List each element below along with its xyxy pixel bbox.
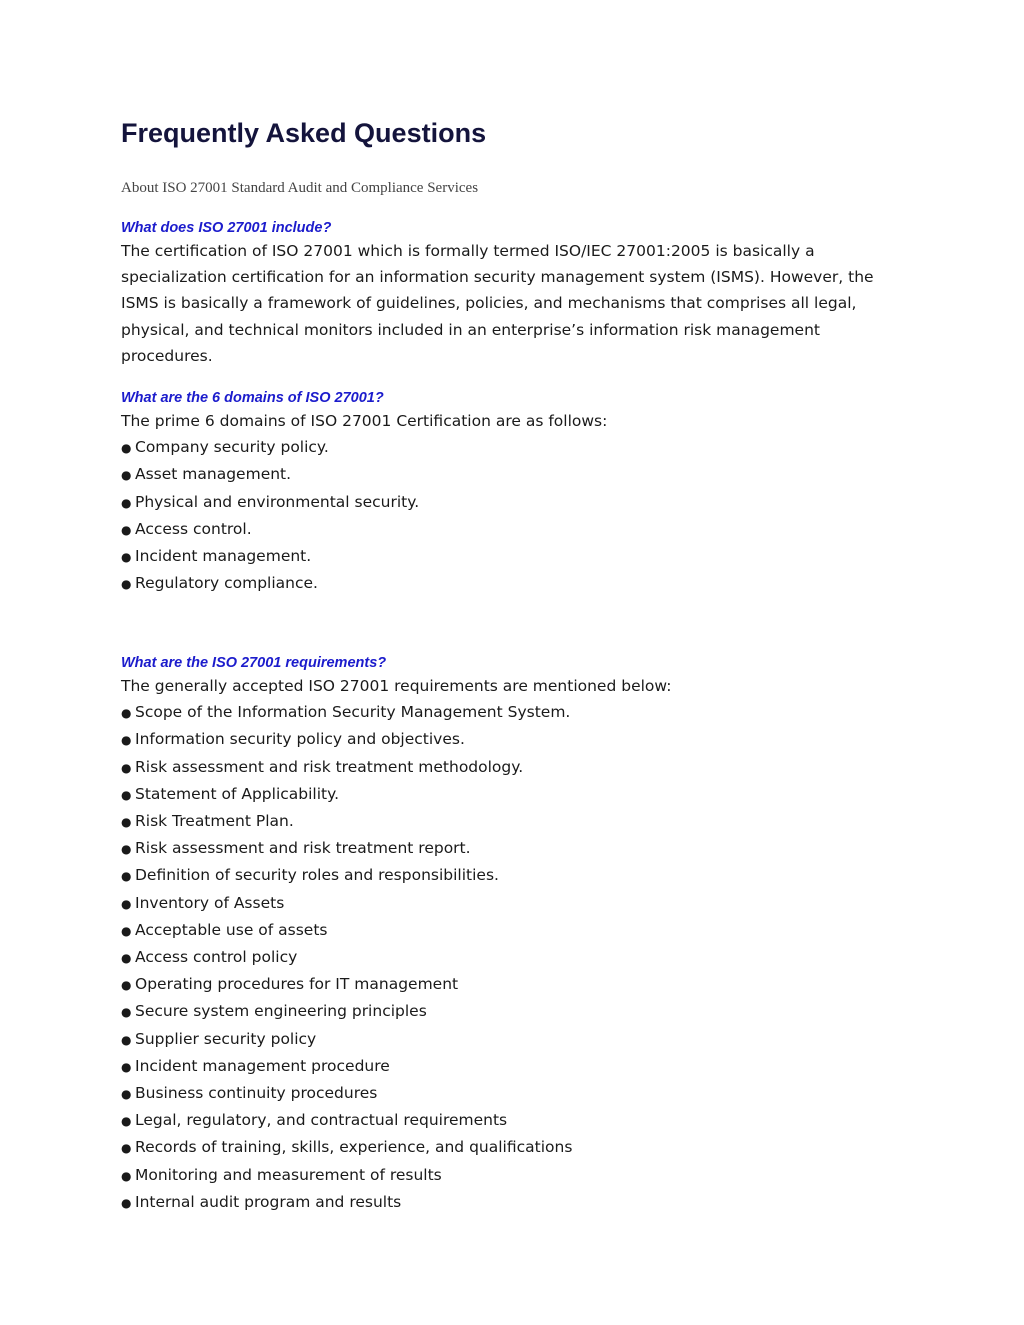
list-item — [121, 1189, 901, 1216]
list-item-text: Company security policy. — [135, 438, 329, 457]
list-item — [121, 835, 901, 862]
bullet-icon: ● — [121, 441, 132, 456]
bullet-icon: ● — [121, 733, 132, 748]
list-item-text: Scope of the Information Security Management System. — [135, 703, 571, 722]
list-item — [121, 489, 901, 516]
faq-section-include — [121, 218, 901, 369]
list-item-text: Regulatory compliance. — [135, 574, 318, 593]
list-item-text: Definition of security roles and responsibilities. — [135, 866, 499, 885]
list-item — [121, 1053, 901, 1080]
list-item — [121, 917, 901, 944]
list-item-text: Risk Treatment Plan. — [135, 812, 294, 831]
bullet-icon: ● — [121, 1005, 132, 1020]
list-item — [121, 543, 901, 570]
list-item — [121, 890, 901, 917]
bullet-icon: ● — [121, 978, 132, 993]
list-item — [121, 998, 901, 1025]
list-item-text: Records of training, skills, experience, and qualifications — [135, 1138, 573, 1157]
faq-answer: The certification of ISO 27001 which is formally termed ISO/IEC 27001:2005 is basically a specialization certification for an information security management system (ISMS). However, the ISMS is basically a framework of guidelines, policies, and mechanisms that comprises all legal, physical, and technical monitors included in an enterprise’s information risk management procedures. — [121, 242, 874, 365]
list-item-text: Inventory of Assets — [135, 893, 285, 912]
list-item — [121, 1080, 901, 1107]
list-item-text: Monitoring and measurement of results — [135, 1165, 442, 1184]
list-item — [121, 461, 901, 488]
bullet-icon: ● — [121, 495, 132, 510]
bullet-icon: ● — [121, 842, 132, 857]
list-item-text: Access control policy — [135, 948, 298, 967]
page-subtitle: About ISO 27001 Standard Audit and Compliance Services — [121, 180, 479, 196]
bullet-icon: ● — [121, 550, 132, 565]
list-item-text: Incident management. — [135, 547, 312, 566]
bullet-icon: ● — [121, 522, 132, 537]
list-item — [121, 570, 901, 597]
bullet-icon: ● — [121, 1114, 132, 1129]
list-item — [121, 862, 901, 889]
list-item-text: Information security policy and objectives. — [135, 730, 465, 749]
list-item — [121, 516, 901, 543]
bullet-icon: ● — [121, 760, 132, 775]
list-item-text: Asset management. — [135, 465, 292, 484]
bullet-icon: ● — [121, 1032, 132, 1047]
list-item — [121, 781, 901, 808]
faq-question: What does ISO 27001 include? — [121, 220, 332, 236]
list-item-text: Secure system engineering principles — [135, 1002, 427, 1021]
requirements-list — [121, 699, 901, 1216]
faq-section-requirements — [121, 653, 901, 1216]
bullet-icon: ● — [121, 869, 132, 884]
list-item — [121, 434, 901, 461]
faq-answer: The prime 6 domains of ISO 27001 Certification are as follows: — [121, 412, 608, 430]
faq-answer: The generally accepted ISO 27001 requirements are mentioned below: — [121, 677, 672, 695]
list-item — [121, 1026, 901, 1053]
list-item-text: Operating procedures for IT management — [135, 975, 459, 994]
bullet-icon: ● — [121, 706, 132, 721]
bullet-icon: ● — [121, 787, 132, 802]
list-item — [121, 971, 901, 998]
list-item-text: Statement of Applicability. — [135, 784, 339, 803]
bullet-icon: ● — [121, 1059, 132, 1074]
list-item-text: Risk assessment and risk treatment methodology. — [135, 757, 524, 776]
list-item-text: Supplier security policy — [135, 1029, 317, 1048]
bullet-icon: ● — [121, 896, 132, 911]
list-item — [121, 944, 901, 971]
list-item — [121, 1107, 901, 1134]
domains-list — [121, 434, 901, 597]
list-item-text: Internal audit program and results — [135, 1192, 402, 1211]
bullet-icon: ● — [121, 1087, 132, 1102]
bullet-icon: ● — [121, 1141, 132, 1156]
list-item — [121, 726, 901, 753]
list-item-text: Access control. — [135, 519, 252, 538]
list-item — [121, 1162, 901, 1189]
faq-question: What are the ISO 27001 requirements? — [121, 655, 387, 671]
faq-section-domains — [121, 388, 901, 597]
list-item-text: Legal, regulatory, and contractual requirements — [135, 1111, 508, 1130]
list-item-text: Incident management procedure — [135, 1056, 390, 1075]
bullet-icon: ● — [121, 468, 132, 483]
faq-question: What are the 6 domains of ISO 27001? — [121, 390, 384, 406]
list-item-text: Business continuity procedures — [135, 1084, 378, 1103]
list-item-text: Acceptable use of assets — [135, 920, 328, 939]
list-item — [121, 754, 901, 781]
bullet-icon: ● — [121, 1195, 132, 1210]
list-item — [121, 1134, 901, 1161]
bullet-icon: ● — [121, 577, 132, 592]
list-item-text: Physical and environmental security. — [135, 492, 420, 511]
page-title: Frequently Asked Questions — [121, 118, 487, 148]
bullet-icon: ● — [121, 923, 132, 938]
list-item — [121, 699, 901, 726]
list-item — [121, 808, 901, 835]
bullet-icon: ● — [121, 951, 132, 966]
bullet-icon: ● — [121, 815, 132, 830]
list-item-text: Risk assessment and risk treatment report. — [135, 839, 471, 858]
bullet-icon: ● — [121, 1168, 132, 1183]
